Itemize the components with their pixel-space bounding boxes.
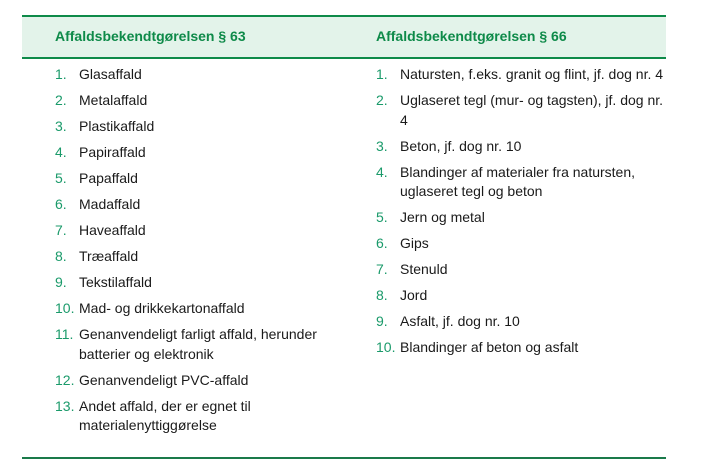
item-number: 10.: [55, 300, 75, 316]
list-item: [376, 91, 666, 130]
item-text: Mad- og drikkekartonaffald: [79, 300, 245, 316]
table-body: [22, 59, 666, 459]
list-item: [55, 397, 345, 436]
item-text: Træaffald: [79, 248, 139, 264]
item-number: 8.: [376, 287, 388, 303]
list-item: [55, 195, 345, 215]
waste-table: [22, 15, 666, 459]
list-item: [376, 208, 666, 228]
item-number: 7.: [55, 222, 67, 238]
list-item: [55, 117, 345, 137]
list-item: [376, 260, 666, 280]
item-number: 10.: [376, 339, 396, 355]
item-number: 6.: [376, 235, 388, 251]
item-text: Natursten, f.eks. granit og flint, jf. dog nr. 4: [400, 66, 664, 82]
item-number: 1.: [376, 66, 388, 82]
item-number: 7.: [376, 261, 388, 277]
item-text: Asfalt, jf. dog nr. 10: [400, 313, 520, 329]
item-number: 11.: [55, 326, 74, 342]
item-text: Glasaffald: [79, 66, 142, 82]
item-text: Plastikaffald: [79, 118, 155, 134]
list-item: [55, 273, 345, 293]
item-number: 5.: [55, 170, 67, 186]
list-item: [55, 65, 345, 85]
item-text: Blandinger af materialer fra natursten, uglaseret tegl og beton: [400, 163, 636, 199]
item-text: Haveaffald: [79, 222, 146, 238]
item-text: Madaffald: [79, 196, 141, 212]
list-item: [55, 247, 345, 267]
list-item: [55, 221, 345, 241]
item-number: 6.: [55, 196, 67, 212]
item-text: Jord: [400, 287, 428, 303]
list-item: [376, 65, 666, 85]
item-text: Papiraffald: [79, 144, 146, 160]
item-number: 3.: [376, 137, 388, 154]
item-number: 12.: [55, 371, 75, 388]
list-item: [55, 299, 345, 319]
header-section-63: Affaldsbekendtgørelsen § 63: [55, 28, 246, 44]
list-item: [55, 91, 345, 111]
header-section-66: Affaldsbekendtgørelsen § 66: [376, 28, 567, 44]
item-text: Tekstilaffald: [79, 274, 152, 290]
list-item: [55, 371, 345, 391]
item-number: 3.: [55, 118, 67, 134]
list-section-66: [376, 65, 666, 364]
table-header: [22, 15, 666, 59]
list-item: [376, 163, 666, 202]
list-item: [55, 169, 345, 189]
item-number: 8.: [55, 248, 67, 264]
item-text: Blandinger af beton og asfalt: [400, 339, 579, 355]
item-number: 9.: [55, 274, 67, 290]
item-text: Jern og metal: [400, 209, 485, 225]
list-item: [376, 312, 666, 332]
item-number: 13.: [55, 397, 75, 414]
list-item: [376, 286, 666, 306]
list-section-63: [55, 65, 345, 442]
list-item: [55, 325, 345, 364]
item-number: 4.: [376, 163, 388, 180]
list-item: [376, 338, 666, 358]
item-number: 2.: [55, 92, 67, 108]
list-item: [55, 143, 345, 163]
item-number: 4.: [55, 144, 67, 160]
item-text: Papaffald: [79, 170, 138, 186]
list-item: [376, 234, 666, 254]
item-text: Gips: [400, 235, 429, 251]
item-number: 9.: [376, 313, 388, 329]
item-number: 1.: [55, 66, 67, 82]
item-text: Genanvendeligt PVC-affald: [79, 371, 249, 388]
list-item: [376, 137, 666, 157]
item-text: Genanvendeligt farligt affald, herunder batterier og elektronik: [79, 326, 317, 362]
item-text: Stenuld: [400, 261, 448, 277]
item-text: Andet affald, der er egnet til materialenyttiggørelse: [79, 397, 251, 433]
item-text: Metalaffald: [79, 92, 148, 108]
item-number: 2.: [376, 92, 388, 108]
item-text: Uglaseret tegl (mur- og tagsten), jf. dog nr. 4: [400, 92, 664, 128]
item-number: 5.: [376, 209, 388, 225]
item-text: Beton, jf. dog nr. 10: [400, 137, 522, 154]
